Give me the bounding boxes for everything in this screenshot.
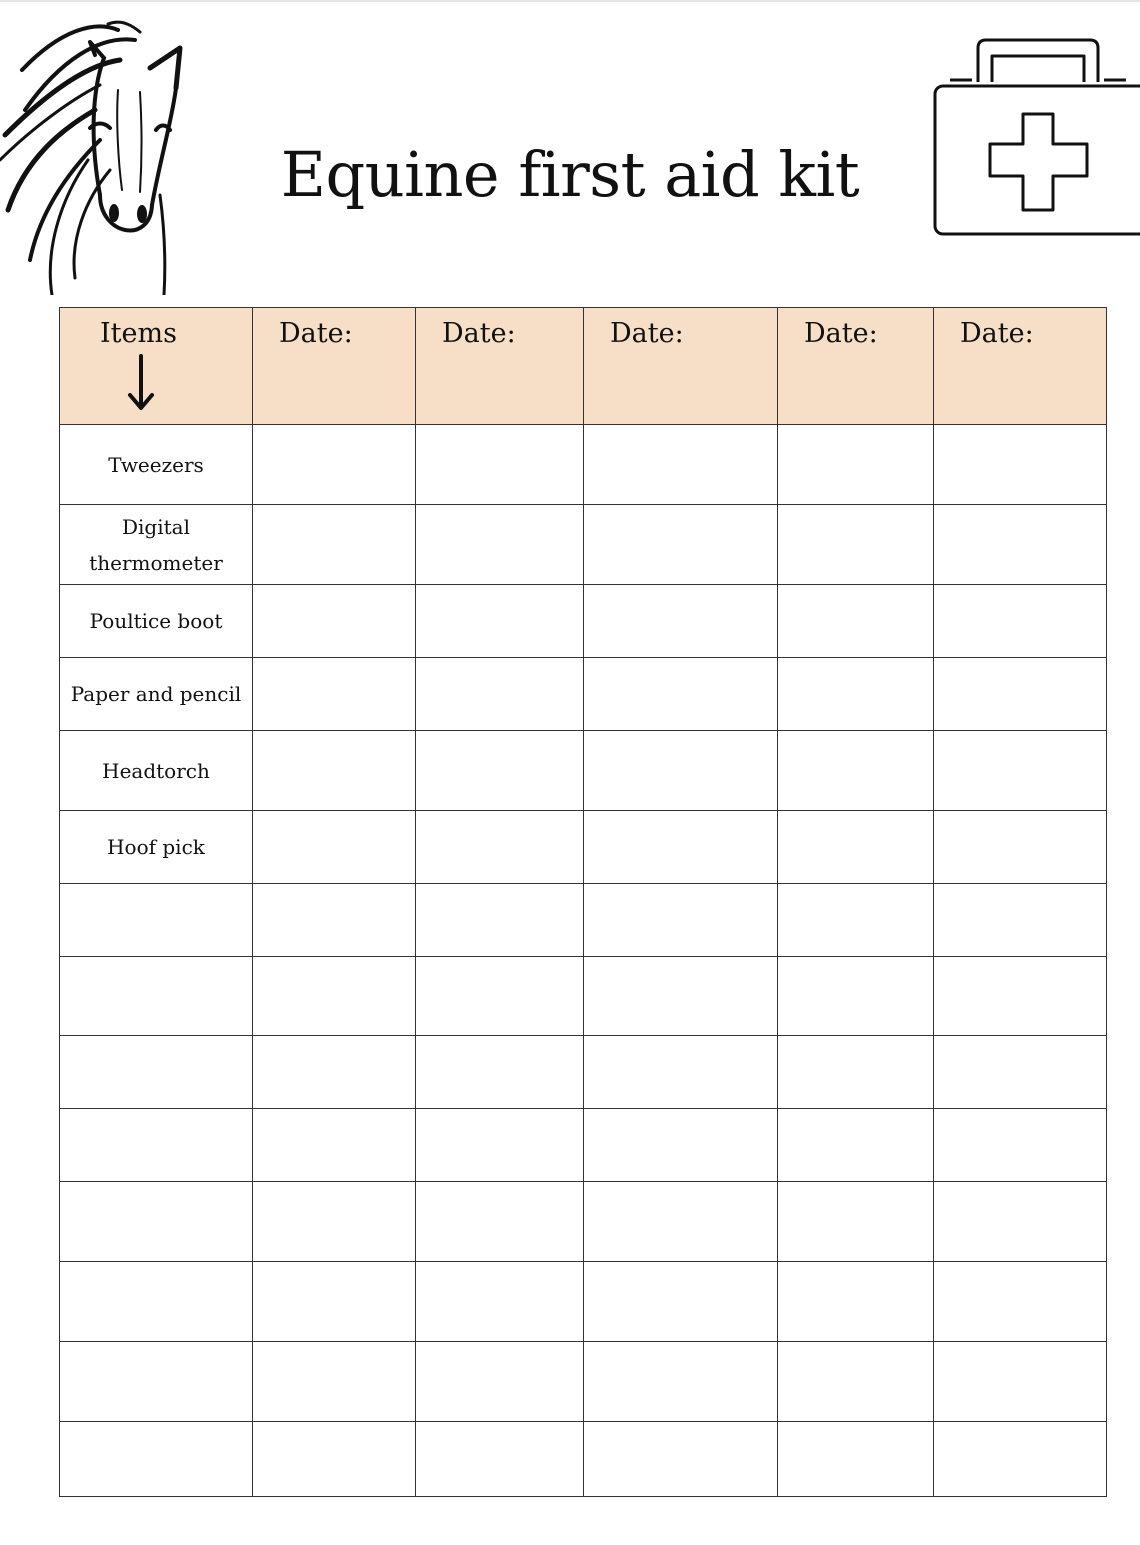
page-title: Equine first aid kit xyxy=(280,138,860,211)
table-row xyxy=(60,1182,1107,1262)
item-cell[interactable] xyxy=(60,884,253,957)
table-row xyxy=(60,1342,1107,1422)
item-cell[interactable] xyxy=(60,1342,253,1422)
table-row xyxy=(60,585,1107,658)
date-cell[interactable] xyxy=(253,658,416,731)
date-cell[interactable] xyxy=(416,1342,584,1422)
date-cell[interactable] xyxy=(253,1342,416,1422)
date-header: Date: xyxy=(934,308,1107,425)
date-cell[interactable] xyxy=(934,1036,1107,1109)
date-cell[interactable] xyxy=(416,505,584,585)
date-cell[interactable] xyxy=(778,731,934,811)
date-cell[interactable] xyxy=(416,884,584,957)
date-cell[interactable] xyxy=(416,585,584,658)
table-row xyxy=(60,1262,1107,1342)
date-header: Date: xyxy=(253,308,416,425)
table-row xyxy=(60,1109,1107,1182)
date-cell[interactable] xyxy=(584,1262,778,1342)
item-cell[interactable] xyxy=(60,1262,253,1342)
date-cell[interactable] xyxy=(584,957,778,1036)
date-cell[interactable] xyxy=(584,884,778,957)
date-cell[interactable] xyxy=(416,811,584,884)
date-cell[interactable] xyxy=(934,505,1107,585)
inventory-table xyxy=(59,307,1107,1497)
date-cell[interactable] xyxy=(253,1036,416,1109)
date-cell[interactable] xyxy=(416,1262,584,1342)
date-cell[interactable] xyxy=(934,1109,1107,1182)
date-cell[interactable] xyxy=(778,585,934,658)
item-cell: Tweezers xyxy=(60,425,253,505)
date-cell[interactable] xyxy=(253,1422,416,1497)
date-cell[interactable] xyxy=(416,425,584,505)
date-cell[interactable] xyxy=(778,1182,934,1262)
items-header-cell xyxy=(60,308,253,425)
items-header: Items xyxy=(100,318,177,349)
date-cell[interactable] xyxy=(778,425,934,505)
first-aid-kit-icon xyxy=(928,34,1140,242)
date-cell[interactable] xyxy=(778,1036,934,1109)
date-cell[interactable] xyxy=(934,1182,1107,1262)
date-cell[interactable] xyxy=(934,658,1107,731)
date-cell[interactable] xyxy=(584,505,778,585)
date-cell[interactable] xyxy=(253,731,416,811)
date-cell[interactable] xyxy=(253,585,416,658)
table-row xyxy=(60,884,1107,957)
date-cell[interactable] xyxy=(584,1036,778,1109)
table-row xyxy=(60,658,1107,731)
date-cell[interactable] xyxy=(934,1422,1107,1497)
date-header: Date: xyxy=(416,308,584,425)
date-cell[interactable] xyxy=(416,1422,584,1497)
date-cell[interactable] xyxy=(584,1422,778,1497)
date-cell[interactable] xyxy=(934,731,1107,811)
date-header: Date: xyxy=(778,308,934,425)
item-cell: Headtorch xyxy=(60,731,253,811)
item-cell: Paper and pencil xyxy=(60,658,253,731)
item-cell[interactable] xyxy=(60,957,253,1036)
item-cell: Hoof pick xyxy=(60,811,253,884)
horse-head-icon xyxy=(0,10,190,295)
table-row xyxy=(60,1036,1107,1109)
date-cell[interactable] xyxy=(584,658,778,731)
date-cell[interactable] xyxy=(416,1036,584,1109)
date-cell[interactable] xyxy=(253,1262,416,1342)
item-cell[interactable] xyxy=(60,1036,253,1109)
item-cell: Digital thermometer xyxy=(60,505,253,585)
date-cell[interactable] xyxy=(778,1422,934,1497)
date-cell[interactable] xyxy=(584,585,778,658)
date-cell[interactable] xyxy=(584,811,778,884)
table-row xyxy=(60,811,1107,884)
header-row xyxy=(60,308,1107,425)
date-cell[interactable] xyxy=(778,1342,934,1422)
date-cell[interactable] xyxy=(253,1182,416,1262)
date-cell[interactable] xyxy=(584,1182,778,1262)
top-rule xyxy=(0,0,1140,2)
date-cell[interactable] xyxy=(416,658,584,731)
date-cell[interactable] xyxy=(934,585,1107,658)
item-cell[interactable] xyxy=(60,1422,253,1497)
date-cell[interactable] xyxy=(416,1109,584,1182)
date-cell[interactable] xyxy=(934,811,1107,884)
date-cell[interactable] xyxy=(934,957,1107,1036)
date-cell[interactable] xyxy=(584,731,778,811)
date-cell[interactable] xyxy=(584,425,778,505)
date-cell[interactable] xyxy=(778,811,934,884)
date-cell[interactable] xyxy=(253,811,416,884)
date-cell[interactable] xyxy=(778,1262,934,1342)
date-cell[interactable] xyxy=(778,1109,934,1182)
date-cell[interactable] xyxy=(934,425,1107,505)
item-cell: Poultice boot xyxy=(60,585,253,658)
date-cell[interactable] xyxy=(253,1109,416,1182)
table-row xyxy=(60,957,1107,1036)
date-cell[interactable] xyxy=(584,1342,778,1422)
date-cell[interactable] xyxy=(778,957,934,1036)
table-row xyxy=(60,425,1107,505)
arrow-down-icon xyxy=(126,353,156,413)
date-cell[interactable] xyxy=(253,884,416,957)
item-cell[interactable] xyxy=(60,1182,253,1262)
date-cell[interactable] xyxy=(584,1109,778,1182)
date-cell[interactable] xyxy=(416,1182,584,1262)
table-row xyxy=(60,731,1107,811)
date-cell[interactable] xyxy=(778,658,934,731)
date-cell[interactable] xyxy=(416,731,584,811)
table-row xyxy=(60,1422,1107,1497)
date-cell[interactable] xyxy=(253,505,416,585)
item-cell[interactable] xyxy=(60,1109,253,1182)
date-cell[interactable] xyxy=(416,957,584,1036)
table-row xyxy=(60,505,1107,585)
date-header: Date: xyxy=(584,308,778,425)
date-cell[interactable] xyxy=(253,957,416,1036)
date-cell[interactable] xyxy=(253,425,416,505)
date-cell[interactable] xyxy=(934,1262,1107,1342)
date-cell[interactable] xyxy=(934,884,1107,957)
date-cell[interactable] xyxy=(934,1342,1107,1422)
date-cell[interactable] xyxy=(778,505,934,585)
date-cell[interactable] xyxy=(778,884,934,957)
